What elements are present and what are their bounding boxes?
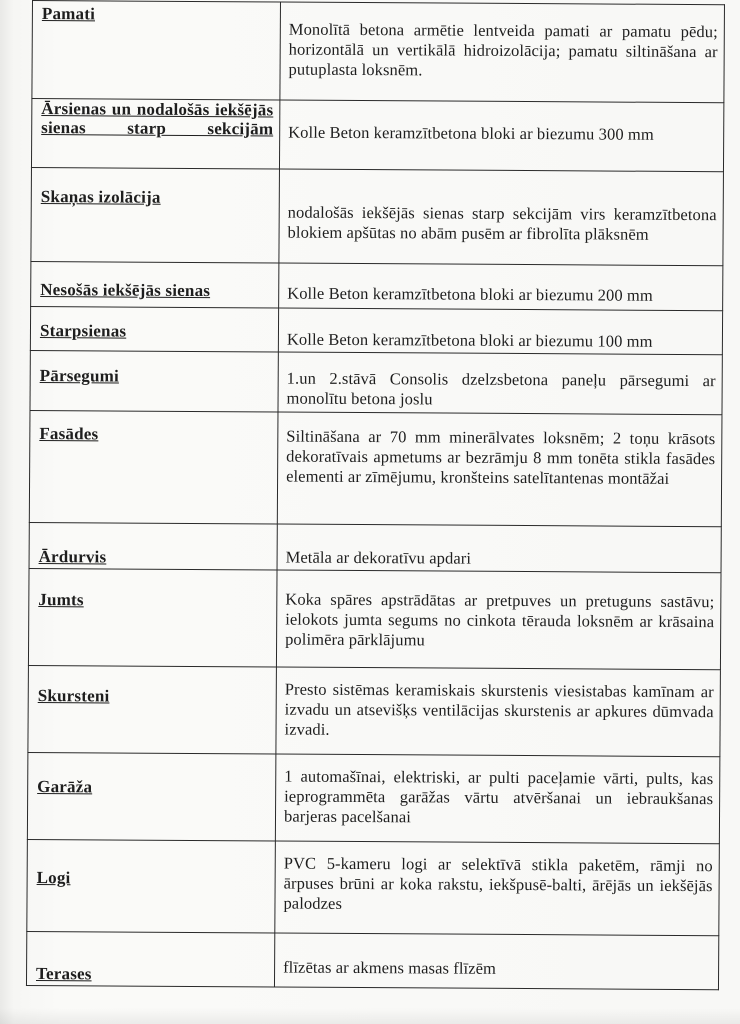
row-label: Garāža <box>37 777 93 797</box>
row-label: Starpsienas <box>39 321 127 341</box>
label-cell <box>28 568 277 667</box>
table-row <box>29 522 721 572</box>
row-label: Ārsienas un nodalošās iekšējās sienas starp sekcijām <box>41 99 274 139</box>
row-label: Jumts <box>38 590 84 610</box>
row-label: Pamati <box>41 4 96 24</box>
label-cell <box>29 410 278 524</box>
label-cell <box>29 522 277 570</box>
row-description: Koka spāres apstrādātas ar pretpuves un pretuguns sastāvu; ielokots jumta segums no cinkota tērauda loksnēm ar krāsaina polimēra pārklājumu <box>285 589 715 650</box>
row-description: flīzētas ar akmens masas flīzēm <box>283 957 497 978</box>
table-row <box>32 1 725 103</box>
description-cell <box>279 263 723 311</box>
table-row <box>27 839 720 935</box>
label-cell <box>26 931 274 987</box>
table-row <box>30 350 722 414</box>
row-label: Nesošās iekšējās sienas <box>40 280 211 301</box>
description-cell <box>277 524 721 573</box>
row-description: nodalošās iekšējās sienas starp sekcijām virs keramzītbetona blokiem apšūtas no abām pusēm ar fibrolīta plāksnēm <box>287 202 717 244</box>
description-cell <box>276 667 721 757</box>
row-description: 1.un 2.stāvā Consolis dzelzsbetona paneļu pārsegumi ar monolītu betona joslu <box>286 368 716 409</box>
description-cell <box>278 352 722 415</box>
label-cell <box>32 1 281 101</box>
label-cell <box>28 665 277 754</box>
table-row <box>31 261 723 310</box>
row-label: Pārsegumi <box>39 366 119 386</box>
row-description: Kolle Beton keramzītbetona bloki ar biezumu 300 mm <box>288 122 654 144</box>
table-row <box>27 752 720 843</box>
page-edge-shadow <box>0 1008 740 1024</box>
description-cell <box>276 570 721 670</box>
row-label: Fasādes <box>39 424 99 444</box>
row-description: Presto sistēmas keramiskais skurstenis viesistabas kamīnam ar izvadu un atsevišķs ventilācijas skurstenis ar apkures dūmvada izvadi. <box>284 679 714 739</box>
table-row <box>29 410 722 526</box>
description-cell <box>275 841 720 936</box>
row-description: Monolītā betona armētie lentveida pamati ar pamatu pēdu; horizontālā un vertikālā hidroizolācija; pamatu siltināšana ar putuplasta loksnēm. <box>288 19 718 80</box>
table-row <box>28 665 721 756</box>
description-cell <box>280 2 725 103</box>
row-description: 1 automašīnai, elektriski, ar pulti paceļamie vārti, pults, kas ieprogrammēta garāžas vārtu atvēršanai un iebraukšanas barjeras pacelšanai <box>283 766 714 827</box>
row-description: Kolle Beton keramzītbetona bloki ar biezumu 200 mm <box>287 283 653 305</box>
row-label: Skaņas izolācija <box>40 187 161 207</box>
row-label: Ārdurvis <box>38 547 107 567</box>
table-row <box>30 306 722 354</box>
label-cell <box>27 839 276 933</box>
row-label: Logi <box>36 868 71 888</box>
row-label: Skursteni <box>37 686 110 706</box>
row-description: Kolle Beton keramzītbetona bloki ar biezumu 100 mm <box>286 329 653 351</box>
label-cell <box>30 350 278 412</box>
table-row <box>26 931 718 989</box>
label-cell <box>30 306 278 352</box>
specification-table <box>26 0 725 990</box>
description-cell <box>279 169 724 266</box>
table-row <box>28 568 721 669</box>
label-cell <box>31 167 280 263</box>
row-label: Terases <box>35 964 92 984</box>
row-description: PVC 5-kameru logi ar selektīvā stikla paketēm, rāmji no ārpuses brūni ar koka rakstu, iekšpusē-balti, ārējās un iekšējās palodzes <box>283 853 713 913</box>
description-cell <box>278 308 722 355</box>
table-row <box>31 167 724 265</box>
description-cell <box>275 754 720 844</box>
label-cell <box>27 752 276 841</box>
label-cell <box>31 261 279 308</box>
table-row <box>31 99 723 172</box>
description-cell <box>277 412 722 527</box>
description-cell <box>279 100 723 172</box>
row-description: Metāla ar dekoratīvu apdari <box>285 547 472 568</box>
label-cell <box>31 99 279 170</box>
description-cell <box>274 933 718 990</box>
row-description: Siltināšana ar 70 mm minerālvates loksnēm; 2 toņu krāsots dekoratīvais apmetums ar bezrāmju 8 mm tonēta stikla fasādes elementi ar zīmējumu, kronšteins satelītantenas montāžai <box>286 426 716 488</box>
